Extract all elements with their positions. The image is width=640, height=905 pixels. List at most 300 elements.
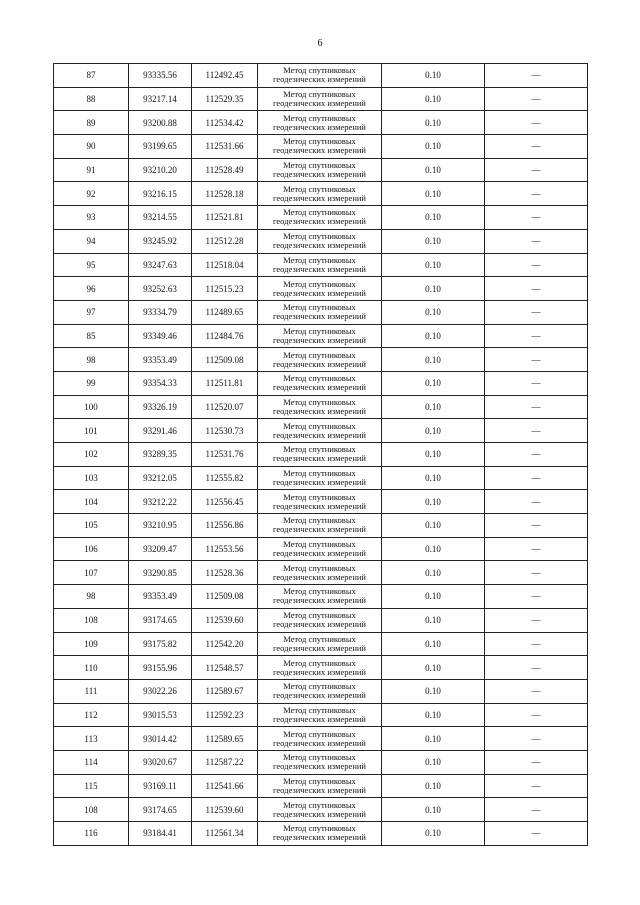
point-number-cell: 110: [54, 656, 129, 680]
table-row: [54, 774, 588, 798]
note-cell: —: [485, 277, 588, 301]
table-row: [54, 798, 588, 822]
x-coordinate-cell: 93353.49: [129, 585, 192, 609]
coordinates-table: [53, 63, 588, 846]
y-coordinate-cell: 112489.65: [192, 300, 258, 324]
method-text-line1: Метод спутниковых: [283, 752, 356, 763]
x-coordinate-cell: 93175.82: [129, 632, 192, 656]
table-row: [54, 135, 588, 159]
x-coordinate-cell: 93252.63: [129, 277, 192, 301]
method-text-line2: геодезических измерений: [273, 263, 366, 274]
accuracy-cell: 0.10: [382, 111, 485, 135]
method-text-line1: Метод спутниковых: [283, 136, 356, 147]
x-coordinate-cell: 93022.26: [129, 679, 192, 703]
accuracy-cell: 0.10: [382, 371, 485, 395]
method-cell: [258, 679, 382, 703]
method-cell: [258, 87, 382, 111]
accuracy-cell: 0.10: [382, 419, 485, 443]
note-cell: —: [485, 656, 588, 680]
table-row: [54, 253, 588, 277]
note-cell: —: [485, 206, 588, 230]
y-coordinate-cell: 112592.23: [192, 703, 258, 727]
point-number-cell: 97: [54, 300, 129, 324]
method-cell: [258, 822, 382, 846]
x-coordinate-cell: 93199.65: [129, 135, 192, 159]
table-row: [54, 395, 588, 419]
note-cell: —: [485, 135, 588, 159]
method-text-line1: Метод спутниковых: [283, 420, 356, 431]
method-cell: [258, 656, 382, 680]
note-cell: —: [485, 514, 588, 538]
accuracy-cell: 0.10: [382, 324, 485, 348]
y-coordinate-cell: 112520.07: [192, 395, 258, 419]
x-coordinate-cell: 93247.63: [129, 253, 192, 277]
method-cell: [258, 229, 382, 253]
method-cell: [258, 703, 382, 727]
table-row: [54, 348, 588, 372]
x-coordinate-cell: 93335.56: [129, 64, 192, 88]
y-coordinate-cell: 112555.82: [192, 466, 258, 490]
method-text-line1: Метод спутниковых: [283, 373, 356, 384]
note-cell: —: [485, 229, 588, 253]
method-cell: [258, 371, 382, 395]
method-text-line2: геодезических измерений: [273, 334, 366, 345]
table-row: [54, 679, 588, 703]
point-number-cell: 104: [54, 490, 129, 514]
method-cell: [258, 324, 382, 348]
note-cell: —: [485, 111, 588, 135]
note-cell: —: [485, 561, 588, 585]
accuracy-cell: 0.10: [382, 703, 485, 727]
method-text-line2: геодезических измерений: [273, 358, 366, 369]
x-coordinate-cell: 93349.46: [129, 324, 192, 348]
method-cell: [258, 490, 382, 514]
accuracy-cell: 0.10: [382, 466, 485, 490]
note-cell: —: [485, 64, 588, 88]
method-cell: [258, 64, 382, 88]
method-text-line2: геодезических измерений: [273, 405, 366, 416]
method-text-line2: геодезических измерений: [273, 690, 366, 701]
point-number-cell: 98: [54, 585, 129, 609]
y-coordinate-cell: 112589.67: [192, 679, 258, 703]
x-coordinate-cell: 93353.49: [129, 348, 192, 372]
method-text-line2: геодезических измерений: [273, 453, 366, 464]
method-text-line2: геодезических измерений: [273, 98, 366, 109]
method-text-line1: Метод спутниковых: [283, 325, 356, 336]
x-coordinate-cell: 93214.55: [129, 206, 192, 230]
method-cell: [258, 395, 382, 419]
y-coordinate-cell: 112556.45: [192, 490, 258, 514]
table-row: [54, 64, 588, 88]
table-row: [54, 608, 588, 632]
method-cell: [258, 277, 382, 301]
point-number-cell: 105: [54, 514, 129, 538]
method-cell: [258, 774, 382, 798]
y-coordinate-cell: 112511.81: [192, 371, 258, 395]
y-coordinate-cell: 112528.18: [192, 182, 258, 206]
method-text-line2: геодезических измерений: [273, 216, 366, 227]
accuracy-cell: 0.10: [382, 206, 485, 230]
y-coordinate-cell: 112553.56: [192, 537, 258, 561]
y-coordinate-cell: 112509.08: [192, 348, 258, 372]
method-cell: [258, 537, 382, 561]
method-text-line1: Метод спутниковых: [283, 515, 356, 526]
method-text-line1: Метод спутниковых: [283, 89, 356, 100]
method-text-line1: Метод спутниковых: [283, 657, 356, 668]
table-row: [54, 111, 588, 135]
table-row: [54, 727, 588, 751]
method-text-line1: Метод спутниковых: [283, 823, 356, 834]
accuracy-cell: 0.10: [382, 632, 485, 656]
point-number-cell: 98: [54, 348, 129, 372]
point-number-cell: 102: [54, 443, 129, 467]
method-cell: [258, 206, 382, 230]
method-text-line1: Метод спутниковых: [283, 562, 356, 573]
note-cell: —: [485, 608, 588, 632]
note-cell: —: [485, 348, 588, 372]
x-coordinate-cell: 93217.14: [129, 87, 192, 111]
point-number-cell: 90: [54, 135, 129, 159]
point-number-cell: 92: [54, 182, 129, 206]
x-coordinate-cell: 93210.95: [129, 514, 192, 538]
note-cell: —: [485, 371, 588, 395]
method-text-line1: Метод спутниковых: [283, 112, 356, 123]
method-text-line2: геодезических измерений: [273, 548, 366, 559]
accuracy-cell: 0.10: [382, 135, 485, 159]
table-row: [54, 632, 588, 656]
note-cell: —: [485, 466, 588, 490]
accuracy-cell: 0.10: [382, 750, 485, 774]
point-number-cell: 115: [54, 774, 129, 798]
method-text-line2: геодезических измерений: [273, 287, 366, 298]
y-coordinate-cell: 112529.35: [192, 87, 258, 111]
point-number-cell: 106: [54, 537, 129, 561]
point-number-cell: 112: [54, 703, 129, 727]
y-coordinate-cell: 112512.28: [192, 229, 258, 253]
note-cell: —: [485, 419, 588, 443]
point-number-cell: 89: [54, 111, 129, 135]
accuracy-cell: 0.10: [382, 679, 485, 703]
y-coordinate-cell: 112515.23: [192, 277, 258, 301]
y-coordinate-cell: 112561.34: [192, 822, 258, 846]
y-coordinate-cell: 112528.36: [192, 561, 258, 585]
note-cell: —: [485, 727, 588, 751]
x-coordinate-cell: 93174.65: [129, 608, 192, 632]
accuracy-cell: 0.10: [382, 561, 485, 585]
method-text-line2: геодезических измерений: [273, 382, 366, 393]
method-text-line2: геодезических измерений: [273, 784, 366, 795]
accuracy-cell: 0.10: [382, 277, 485, 301]
method-cell: [258, 608, 382, 632]
table-row: [54, 466, 588, 490]
table-row: [54, 419, 588, 443]
y-coordinate-cell: 112528.49: [192, 158, 258, 182]
point-number-cell: 88: [54, 87, 129, 111]
method-cell: [258, 419, 382, 443]
x-coordinate-cell: 93326.19: [129, 395, 192, 419]
point-number-cell: 93: [54, 206, 129, 230]
method-text-line2: геодезических измерений: [273, 713, 366, 724]
method-text-line2: геодезических измерений: [273, 571, 366, 582]
y-coordinate-cell: 112589.65: [192, 727, 258, 751]
method-text-line1: Метод спутниковых: [283, 65, 356, 76]
method-text-line2: геодезических измерений: [273, 169, 366, 180]
table-row: [54, 750, 588, 774]
table-row: [54, 324, 588, 348]
accuracy-cell: 0.10: [382, 537, 485, 561]
point-number-cell: 99: [54, 371, 129, 395]
point-number-cell: 95: [54, 253, 129, 277]
point-number-cell: 96: [54, 277, 129, 301]
method-text-line2: геодезических измерений: [273, 311, 366, 322]
x-coordinate-cell: 93014.42: [129, 727, 192, 751]
note-cell: —: [485, 158, 588, 182]
x-coordinate-cell: 93291.46: [129, 419, 192, 443]
x-coordinate-cell: 93015.53: [129, 703, 192, 727]
point-number-cell: 111: [54, 679, 129, 703]
table-row: [54, 822, 588, 846]
method-text-line1: Метод спутниковых: [283, 278, 356, 289]
y-coordinate-cell: 112518.04: [192, 253, 258, 277]
point-number-cell: 87: [54, 64, 129, 88]
accuracy-cell: 0.10: [382, 774, 485, 798]
x-coordinate-cell: 93155.96: [129, 656, 192, 680]
table-row: [54, 206, 588, 230]
method-text-line1: Метод спутниковых: [283, 160, 356, 171]
method-text-line2: геодезических измерений: [273, 429, 366, 440]
accuracy-cell: 0.10: [382, 585, 485, 609]
method-text-line2: геодезических измерений: [273, 761, 366, 772]
method-cell: [258, 111, 382, 135]
accuracy-cell: 0.10: [382, 229, 485, 253]
method-text-line1: Метод спутниковых: [283, 231, 356, 242]
table-row: [54, 537, 588, 561]
method-cell: [258, 135, 382, 159]
x-coordinate-cell: 93290.85: [129, 561, 192, 585]
y-coordinate-cell: 112587.22: [192, 750, 258, 774]
point-number-cell: 108: [54, 608, 129, 632]
point-number-cell: 109: [54, 632, 129, 656]
table-row: [54, 300, 588, 324]
y-coordinate-cell: 112548.57: [192, 656, 258, 680]
method-cell: [258, 253, 382, 277]
method-text-line1: Метод спутниковых: [283, 681, 356, 692]
accuracy-cell: 0.10: [382, 253, 485, 277]
table-row: [54, 182, 588, 206]
table-row: [54, 514, 588, 538]
method-text-line1: Метод спутниковых: [283, 183, 356, 194]
x-coordinate-cell: 93212.22: [129, 490, 192, 514]
accuracy-cell: 0.10: [382, 182, 485, 206]
note-cell: —: [485, 443, 588, 467]
method-text-line2: геодезических измерений: [273, 832, 366, 843]
point-number-cell: 91: [54, 158, 129, 182]
accuracy-cell: 0.10: [382, 608, 485, 632]
point-number-cell: 94: [54, 229, 129, 253]
y-coordinate-cell: 112521.81: [192, 206, 258, 230]
x-coordinate-cell: 93200.88: [129, 111, 192, 135]
y-coordinate-cell: 112492.45: [192, 64, 258, 88]
method-cell: [258, 466, 382, 490]
accuracy-cell: 0.10: [382, 395, 485, 419]
method-text-line1: Метод спутниковых: [283, 468, 356, 479]
y-coordinate-cell: 112534.42: [192, 111, 258, 135]
note-cell: —: [485, 537, 588, 561]
accuracy-cell: 0.10: [382, 727, 485, 751]
method-text-line1: Метод спутниковых: [283, 610, 356, 621]
method-cell: [258, 632, 382, 656]
y-coordinate-cell: 112530.73: [192, 419, 258, 443]
method-text-line2: геодезических измерений: [273, 666, 366, 677]
accuracy-cell: 0.10: [382, 87, 485, 111]
table-row: [54, 585, 588, 609]
accuracy-cell: 0.10: [382, 64, 485, 88]
note-cell: —: [485, 395, 588, 419]
x-coordinate-cell: 93209.47: [129, 537, 192, 561]
table-row: [54, 277, 588, 301]
accuracy-cell: 0.10: [382, 348, 485, 372]
method-text-line2: геодезических измерений: [273, 619, 366, 630]
note-cell: —: [485, 798, 588, 822]
method-cell: [258, 348, 382, 372]
note-cell: —: [485, 750, 588, 774]
note-cell: —: [485, 300, 588, 324]
note-cell: —: [485, 490, 588, 514]
method-text-line1: Метод спутниковых: [283, 349, 356, 360]
y-coordinate-cell: 112531.76: [192, 443, 258, 467]
y-coordinate-cell: 112542.20: [192, 632, 258, 656]
method-text-line2: геодезических измерений: [273, 524, 366, 535]
note-cell: —: [485, 324, 588, 348]
method-text-line1: Метод спутниковых: [283, 444, 356, 455]
accuracy-cell: 0.10: [382, 514, 485, 538]
y-coordinate-cell: 112556.86: [192, 514, 258, 538]
y-coordinate-cell: 112531.66: [192, 135, 258, 159]
method-text-line2: геодезических измерений: [273, 595, 366, 606]
accuracy-cell: 0.10: [382, 443, 485, 467]
method-text-line2: геодезических измерений: [273, 74, 366, 85]
method-text-line1: Метод спутниковых: [283, 396, 356, 407]
method-text-line1: Метод спутниковых: [283, 704, 356, 715]
table-row: [54, 371, 588, 395]
accuracy-cell: 0.10: [382, 798, 485, 822]
page-number: 6: [317, 38, 323, 49]
method-cell: [258, 514, 382, 538]
x-coordinate-cell: 93334.79: [129, 300, 192, 324]
method-text-line2: геодезических измерений: [273, 477, 366, 488]
point-number-cell: 113: [54, 727, 129, 751]
note-cell: —: [485, 182, 588, 206]
method-text-line1: Метод спутниковых: [283, 302, 356, 313]
method-text-line1: Метод спутниковых: [283, 254, 356, 265]
point-number-cell: 85: [54, 324, 129, 348]
method-text-line2: геодезических измерений: [273, 808, 366, 819]
accuracy-cell: 0.10: [382, 656, 485, 680]
y-coordinate-cell: 112484.76: [192, 324, 258, 348]
method-cell: [258, 300, 382, 324]
note-cell: —: [485, 87, 588, 111]
y-coordinate-cell: 112539.60: [192, 798, 258, 822]
method-cell: [258, 727, 382, 751]
method-text-line1: Метод спутниковых: [283, 799, 356, 810]
x-coordinate-cell: 93212.05: [129, 466, 192, 490]
y-coordinate-cell: 112539.60: [192, 608, 258, 632]
method-cell: [258, 798, 382, 822]
table-row: [54, 87, 588, 111]
x-coordinate-cell: 93245.92: [129, 229, 192, 253]
x-coordinate-cell: 93216.15: [129, 182, 192, 206]
method-cell: [258, 585, 382, 609]
table-row: [54, 158, 588, 182]
method-text-line2: геодезических измерений: [273, 500, 366, 511]
coordinates-table-body: [54, 64, 588, 846]
point-number-cell: 103: [54, 466, 129, 490]
point-number-cell: 101: [54, 419, 129, 443]
note-cell: —: [485, 253, 588, 277]
method-cell: [258, 443, 382, 467]
accuracy-cell: 0.10: [382, 822, 485, 846]
x-coordinate-cell: 93184.41: [129, 822, 192, 846]
note-cell: —: [485, 585, 588, 609]
method-cell: [258, 750, 382, 774]
method-cell: [258, 182, 382, 206]
note-cell: —: [485, 703, 588, 727]
accuracy-cell: 0.10: [382, 300, 485, 324]
accuracy-cell: 0.10: [382, 490, 485, 514]
y-coordinate-cell: 112541.66: [192, 774, 258, 798]
table-row: [54, 229, 588, 253]
point-number-cell: 114: [54, 750, 129, 774]
method-text-line2: геодезических измерений: [273, 192, 366, 203]
x-coordinate-cell: 93169.11: [129, 774, 192, 798]
point-number-cell: 107: [54, 561, 129, 585]
method-text-line2: геодезических измерений: [273, 240, 366, 251]
method-cell: [258, 561, 382, 585]
point-number-cell: 100: [54, 395, 129, 419]
x-coordinate-cell: 93020.67: [129, 750, 192, 774]
method-text-line2: геодезических измерений: [273, 642, 366, 653]
note-cell: —: [485, 632, 588, 656]
method-text-line2: геодезических измерений: [273, 121, 366, 132]
accuracy-cell: 0.10: [382, 158, 485, 182]
method-text-line1: Метод спутниковых: [283, 633, 356, 644]
method-text-line1: Метод спутниковых: [283, 539, 356, 550]
method-text-line1: Метод спутниковых: [283, 728, 356, 739]
x-coordinate-cell: 93174.65: [129, 798, 192, 822]
table-row: [54, 490, 588, 514]
method-text-line2: геодезических измерений: [273, 737, 366, 748]
x-coordinate-cell: 93289.35: [129, 443, 192, 467]
method-text-line1: Метод спутниковых: [283, 775, 356, 786]
method-text-line1: Метод спутниковых: [283, 207, 356, 218]
table-row: [54, 703, 588, 727]
table-row: [54, 443, 588, 467]
note-cell: —: [485, 774, 588, 798]
y-coordinate-cell: 112509.08: [192, 585, 258, 609]
note-cell: —: [485, 822, 588, 846]
x-coordinate-cell: 93210.20: [129, 158, 192, 182]
table-row: [54, 561, 588, 585]
method-text-line2: геодезических измерений: [273, 145, 366, 156]
method-cell: [258, 158, 382, 182]
table-row: [54, 656, 588, 680]
method-text-line1: Метод спутниковых: [283, 491, 356, 502]
method-text-line1: Метод спутниковых: [283, 586, 356, 597]
point-number-cell: 108: [54, 798, 129, 822]
point-number-cell: 116: [54, 822, 129, 846]
x-coordinate-cell: 93354.33: [129, 371, 192, 395]
note-cell: —: [485, 679, 588, 703]
